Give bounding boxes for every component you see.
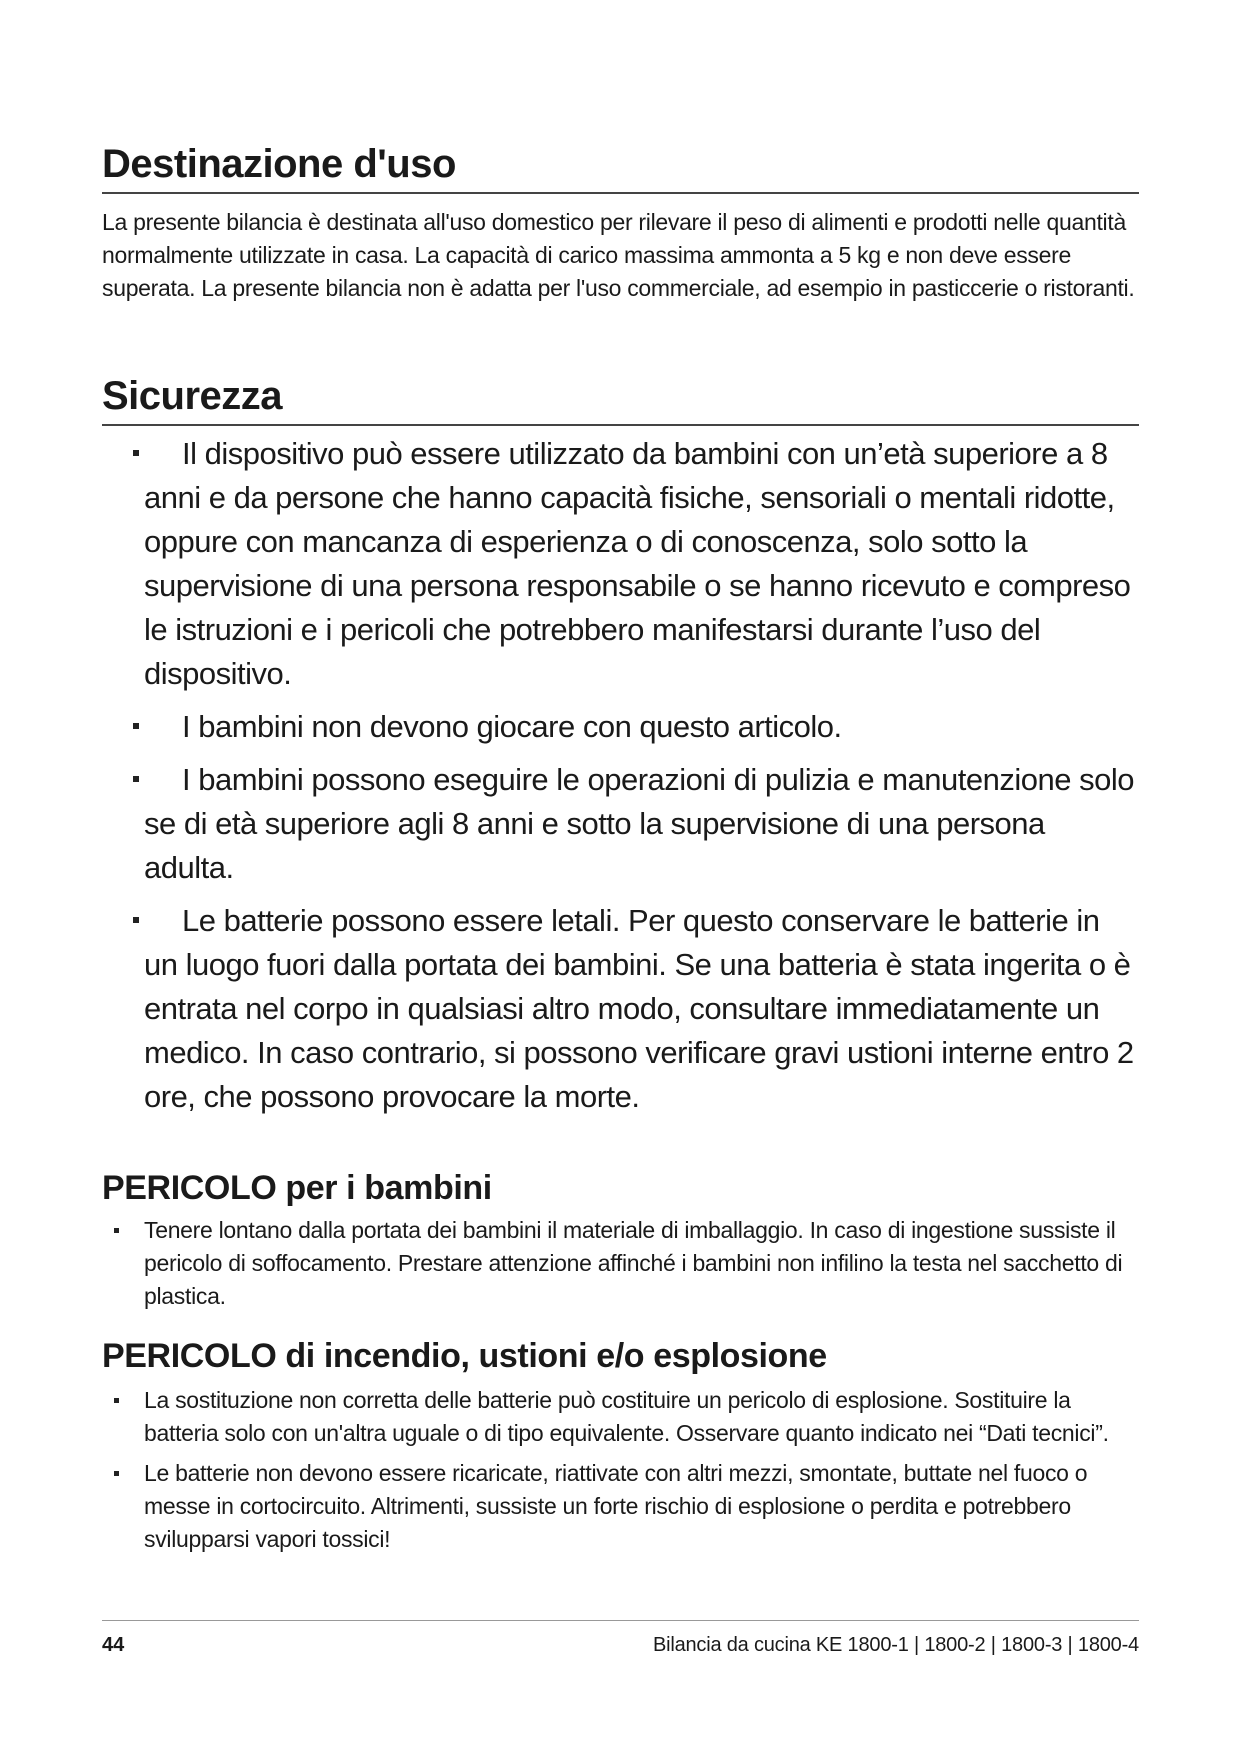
heading-rule: [102, 192, 1139, 194]
bullet-icon: [133, 723, 139, 729]
bullet-icon: [133, 776, 139, 782]
intended-use-section: [102, 140, 1139, 305]
danger-children-section: [102, 1168, 1139, 1320]
danger-fire-heading: PERICOLO di incendio, ustioni e/o esplosione: [102, 1337, 827, 1375]
intended-use-heading: Destinazione d'uso: [102, 142, 456, 186]
list-item: Le batterie possono essere letali. Per questo conservare le batterie in un luogo fuori dalla portata dei bambini. Se una batteria è stata ingerita o è entrata nel corpo in qualsiasi altro modo, consultare immediatamente un medico. In caso contrario, si possono verificare gravi ustioni interne entro 2 ore, che possono provocare la morte.: [102, 899, 1139, 1119]
page-number: 44: [102, 1634, 125, 1656]
intended-use-text: La presente bilancia è destinata all'uso domestico per rilevare il peso di alimenti e prodotti nelle quantità normalmente utilizzate in casa. La capacità di carico massima ammonta a 5 kg e non deve essere superata. La presente bilancia non è adatta per l'uso commerciale, ad esempio in pasticcerie o ristoranti.: [102, 209, 1135, 301]
list-item: Il dispositivo può essere utilizzato da bambini con un’età superiore a 8 anni e da persone che hanno capacità fisiche, sensoriali o mentali ridotte, oppure con mancanza di esperienza o di conoscenza, solo sotto la supervisione di una persona responsabile o se hanno ricevuto e compreso le istruzioni e i pericoli che potrebbero manifestarsi durante l’uso del dispositivo.: [102, 432, 1139, 696]
footer-rule: [102, 1620, 1139, 1621]
list-item: Tenere lontano dalla portata dei bambini il materiale di imballaggio. In caso di ingestione sussiste il pericolo di soffocamento. Prestare attenzione affinché i bambini non infilino la testa nel sacchetto di plastica.: [102, 1214, 1139, 1313]
safety-heading: Sicurezza: [102, 374, 283, 418]
bullet-icon: [114, 1471, 119, 1476]
product-name: Bilancia da cucina KE 1800-1 | 1800-2 | 1800-3 | 1800-4: [652, 1634, 1139, 1656]
danger-fire-section: [102, 1336, 1139, 1563]
danger-fire-list: [102, 1384, 1139, 1556]
page-footer: [102, 1620, 1139, 1656]
safety-section: [102, 372, 1139, 1128]
list-item: Le batterie non devono essere ricaricate, riattivate con altri mezzi, smontate, buttate nel fuoco o messe in cortocircuito. Altrimenti, sussiste un forte rischio di esplosione o perdita e potrebbero svilupparsi vapori tossici!: [102, 1457, 1139, 1556]
bullet-icon: [133, 917, 139, 923]
list-item: I bambini non devono giocare con questo articolo.: [102, 705, 1139, 749]
bullet-icon: [114, 1398, 119, 1403]
heading-rule: [102, 424, 1139, 426]
danger-children-heading: PERICOLO per i bambini: [102, 1169, 492, 1207]
bullet-icon: [133, 450, 139, 456]
danger-children-list: [102, 1214, 1139, 1313]
list-item: I bambini possono eseguire le operazioni di pulizia e manutenzione solo se di età superiore agli 8 anni e sotto la supervisione di una persona adulta.: [102, 758, 1139, 890]
safety-list: [102, 432, 1139, 1119]
bullet-icon: [114, 1228, 119, 1233]
list-item: La sostituzione non corretta delle batterie può costituire un pericolo di esplosione. Sostituire la batteria solo con un'altra uguale o di tipo equivalente. Osservare quanto indicato nei “Dati tecnici”.: [102, 1384, 1139, 1450]
